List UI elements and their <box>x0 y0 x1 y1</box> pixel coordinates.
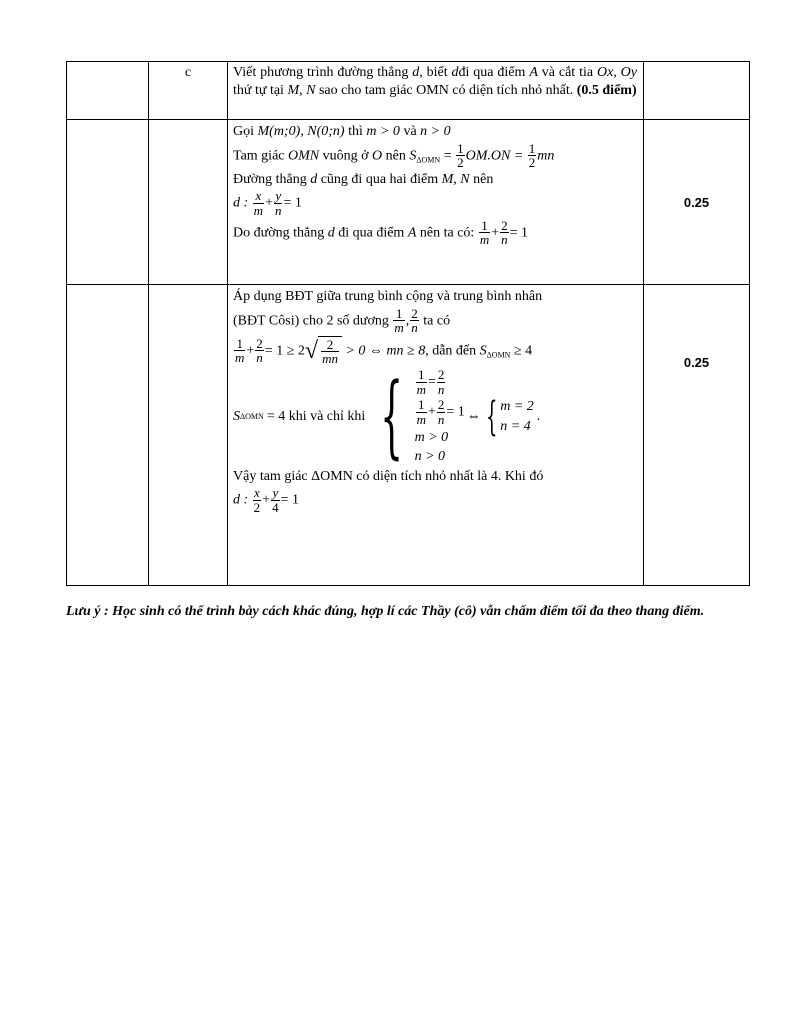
sqrt-expression: √ $\frac{2}{mn}$ <box>305 336 342 366</box>
empty-cell <box>67 62 149 120</box>
part-label: c <box>149 62 228 120</box>
grading-table <box>66 61 750 586</box>
final-equation: d : $\frac{x}{2}$ + $\frac{y}{4}$ = 1 <box>233 485 299 515</box>
amgm-positives: (BĐT Côsi) cho 2 số dương $\frac{1}{m}$ , $\frac{2}{n}$ ta có <box>233 305 451 336</box>
half-fraction: $\frac{1}{2}$ <box>457 140 464 171</box>
define-points-line: Gọi M(m;0), N(0;n) thì m > 0 và n > 0 <box>233 124 451 139</box>
line-through-points: Đường thẳng d cũng đi qua hai điểm M, N nên <box>233 171 494 187</box>
amgm-intro: Áp dụng BĐT giữa trung bình cộng và trung bình nhân <box>233 289 543 304</box>
solution-step-2 <box>228 285 644 586</box>
score-step-1: 0.25 <box>644 120 750 285</box>
problem-statement: Viết phương trình đường thẳng d, biết dđi qua điểm A và cắt tia Ox, Oy thứ tự tại M, N sao cho tam giác OMN có diện tích nhỏ nhất. (0.5 điểm) <box>228 62 644 120</box>
equality-condition: S ΔOMN = 4 khi và chỉ khi { $\frac{1}{m}$ = $\frac{2}{n}$ $\frac{1}{m}$ + $\frac{2}{n}$ = 1 m > 0 n > 0 ⇔ { m = 2 n = 4 . <box>233 363 541 469</box>
area-line: Tam giác OMN vuông ở O nên $S_{\Delta OMN}$ = $\frac{1}{2}$ OM.ON = $\frac{1}{2}$ mn <box>233 140 555 171</box>
condition-line: Do đường thẳng d đi qua điểm A nên ta có: $\frac{1}{m}$ + $\frac{2}{n}$ = 1 <box>233 217 529 248</box>
empty-score-cell <box>644 62 750 120</box>
score-step-2: 0.25 <box>644 285 750 586</box>
intercept-equation: d : $\frac{x}{m}$ + $\frac{y}{n}$ = 1 <box>233 188 302 218</box>
solution-step-1 <box>228 120 644 285</box>
equality-system: { $\frac{1}{m}$ = $\frac{2}{n}$ $\frac{1}{m}$ + $\frac{2}{n}$ = 1 m > 0 n > 0 <box>380 363 465 469</box>
solution-system: { m = 2 n = 4 <box>485 393 534 440</box>
amgm-inequality: $\frac{1}{m}$ + $\frac{2}{n}$ = 1 ≥ 2 √ $\frac{2}{mn}$ > 0 ⇔ mn ≥ 8, dẫn đến $S_{\Delta OMN} \ge 4$ <box>235 335 533 367</box>
points-label: (0.5 điểm) <box>576 83 637 99</box>
grading-note: Lưu ý : Học sinh có thể trình bày cách khác đúng, hợp lí các Thầy (cô) vẫn chấm điểm tối đa theo thang điểm. <box>66 604 705 619</box>
conclusion-line: Vậy tam giác ΔOMN có diện tích nhỏ nhất là 4. Khi đó <box>233 468 544 484</box>
